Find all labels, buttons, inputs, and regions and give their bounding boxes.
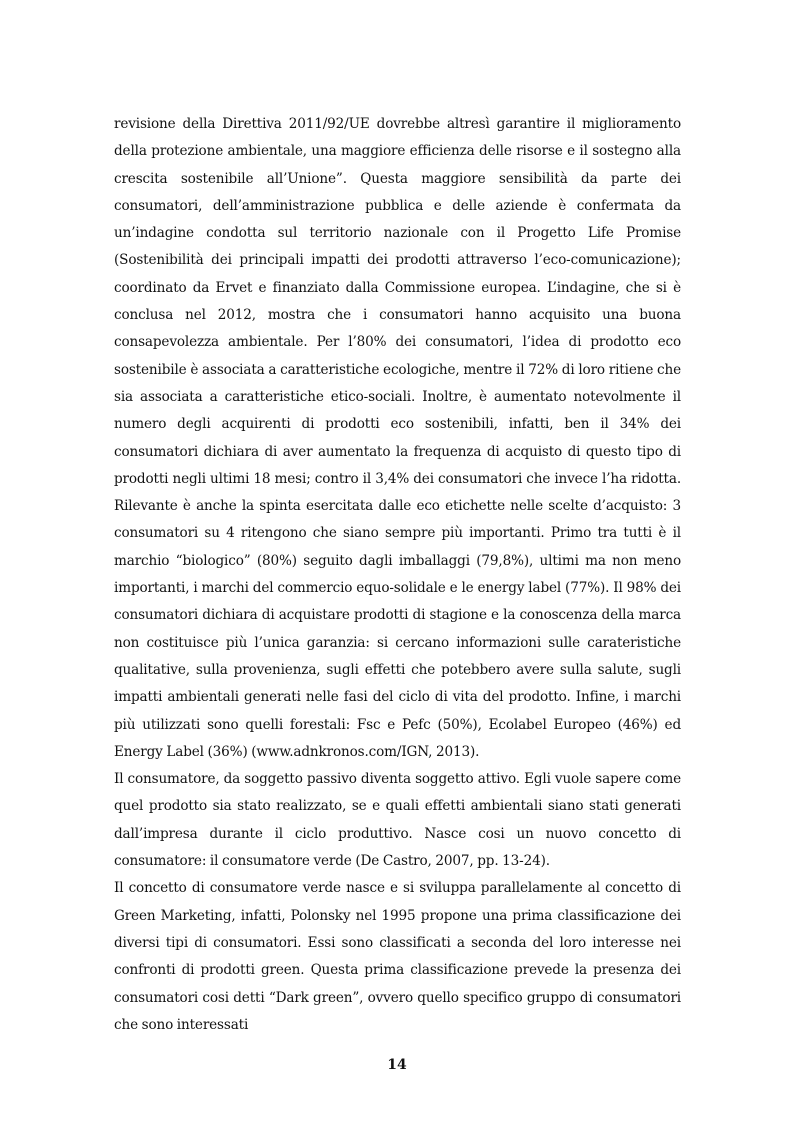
- paragraph-1: revisione della Direttiva 2011/92/UE dovrebbe altresì garantire il miglioramento della protezione ambientale, una maggiore efficienza delle risorse e il sostegno alla crescita sostenibile all’Unione”. Questa maggiore sensibilità da parte dei consumatori, dell’amministrazione pubblica e delle aziende è confermata da un’indagine condotta sul territorio nazionale con il Progetto Life Promise (Sostenibilità dei principali impatti dei prodotti attraverso l’eco-comunicazione); coordinato da Ervet e finanziato dalla Commissione europea. L’indagine, che si è conclusa nel 2012, mostra che i consumatori hanno acquisito una buona consapevolezza ambientale. Per l’80% dei consumatori, l’idea di prodotto eco sostenibile è associata a caratteristiche ecologiche, mentre il 72% di loro ritiene che sia associata a caratteristiche etico-sociali. Inoltre, è aumentato notevolmente il numero degli acquirenti di prodotti eco sostenibili, infatti, ben il 34% dei consumatori dichiara di aver aumentato la frequenza di acquisto di questo tipo di prodotti negli ultimi 18 mesi; contro il 3,4% dei consumatori che invece l’ha ridotta. Rilevante è anche la spinta esercitata dalle eco etichette nelle scelte d’acquisto: 3 consumatori su 4 ritengono che siano sempre più importanti. Primo tra tutti è il marchio “biologico” (80%) seguito dagli imballaggi (79,8%), ultimi ma non meno importanti, i marchi del commercio equo-solidale e le energy label (77%). Il 98% dei consumatori dichiara di acquistare prodotti di stagione e la conoscenza della marca non costituisce più l’unica garanzia: si cercano informazioni sulle carateristiche qualitative, sulla provenienza, sugli effetti che potebbero avere sulla salute, sugli impatti ambientali generati nelle fasi del ciclo di vita del prodotto. Infine, i marchi più utilizzati sono quelli forestali: Fsc e Pefc (50%), Ecolabel Europeo (46%) ed Energy Label (36%) (www.adnkronos.com/IGN, 2013).: [114, 116, 681, 760]
- paragraph-3: Il concetto di consumatore verde nasce e si sviluppa parallelamente al concetto di Green Marketing, infatti, Polonsky nel 1995 propone una prima classificazione dei diversi tipi di consumatori. Essi sono classificati a seconda del loro interesse nei confronti di prodotti green. Questa prima classificazione prevede la presenza dei consumatori cosi detti “Dark green”, ovvero quello specifico gruppo di consumatori che sono interessati: [114, 880, 681, 1033]
- page-number: 14: [387, 1057, 407, 1073]
- body-text: [114, 111, 681, 1039]
- paragraph-2: Il consumatore, da soggetto passivo diventa soggetto attivo. Egli vuole sapere come quel prodotto sia stato realizzato, se e quali effetti ambientali siano stati generati dall’impresa durante il ciclo produttivo. Nasce cosi un nuovo concetto di consumatore: il consumatore verde (De Castro, 2007, pp. 13-24).: [114, 771, 681, 870]
